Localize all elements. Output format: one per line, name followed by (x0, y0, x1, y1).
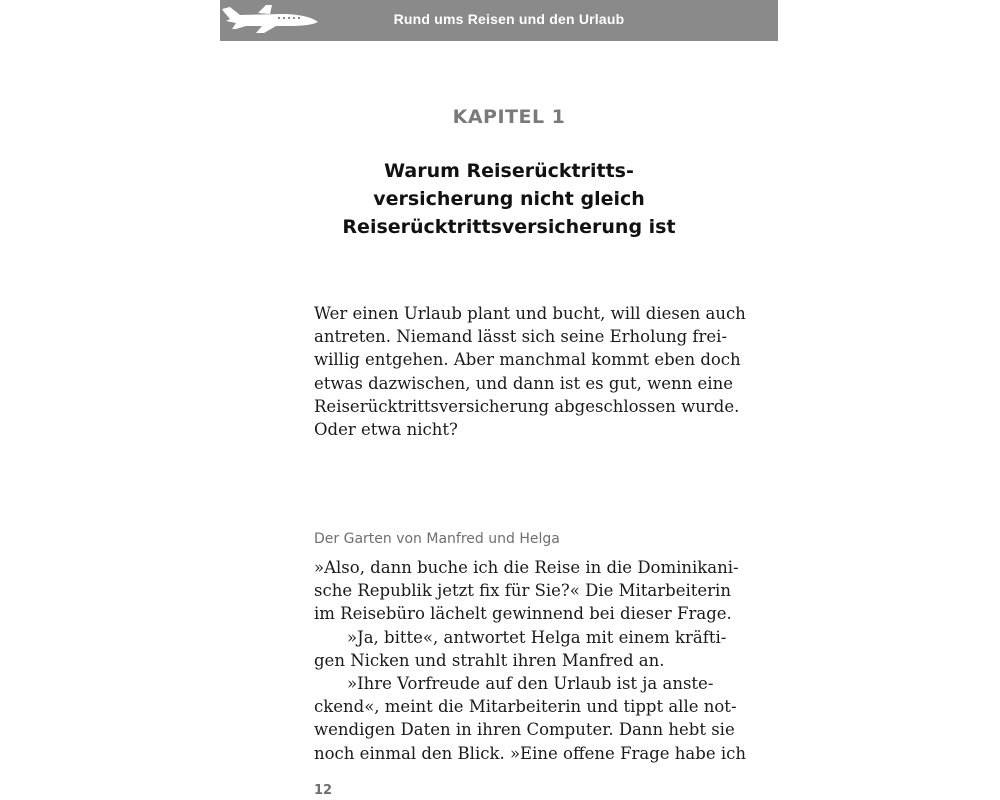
text-line: willig entgehen. Aber manchmal kommt eben doch (314, 350, 741, 370)
text-line: wendigen Daten in ihren Computer. Dann hebt sie (314, 720, 735, 740)
text-line: gen Nicken und strahlt ihren Manfred an. (314, 650, 665, 670)
running-header-title: Rund ums Reisen und den Urlaub (393, 11, 625, 27)
running-header (220, 0, 778, 41)
chapter-title-line: Reiserücktrittsversicherung ist (342, 216, 676, 238)
chapter-title (300, 157, 718, 241)
text-line: Oder etwa nicht? (314, 420, 458, 440)
chapter-title-line: Warum Reiserücktritts- (384, 160, 634, 182)
text-line: »Ja, bitte«, antwortet Helga mit einem kräfti- (347, 627, 727, 647)
text-line: etwas dazwischen, und dann ist es gut, wenn eine (314, 373, 733, 393)
text-line: Wer einen Urlaub plant und bucht, will diesen auch (314, 304, 746, 323)
chapter-title-line: versicherung nicht gleich (373, 188, 645, 210)
page-number: 12 (314, 783, 333, 798)
text-line: ckend«, meint die Mitarbeiterin und tippt alle not- (314, 697, 737, 717)
story-text (314, 556, 746, 765)
text-line: noch einmal den Blick. »Eine offene Frage habe ich (314, 743, 746, 763)
text-line: sche Republik jetzt fix für Sie?« Die Mitarbeiterin (314, 581, 731, 601)
section-heading: Der Garten von Manfred und Helga (314, 531, 560, 547)
text-line: »Ihre Vorfreude auf den Urlaub ist ja anste- (347, 674, 714, 694)
text-line: antreten. Niemand lässt sich seine Erholung frei- (314, 327, 728, 347)
chapter-label: KAPITEL 1 (452, 106, 566, 128)
intro-paragraph (314, 302, 746, 441)
text-line: im Reisebüro lächelt gewinnend bei dieser Frage. (314, 604, 732, 624)
text-line: Reiserücktrittsversicherung abgeschlossen wurde. (314, 396, 740, 416)
text-line: »Also, dann buche ich die Reise in die Dominikani- (314, 558, 739, 577)
